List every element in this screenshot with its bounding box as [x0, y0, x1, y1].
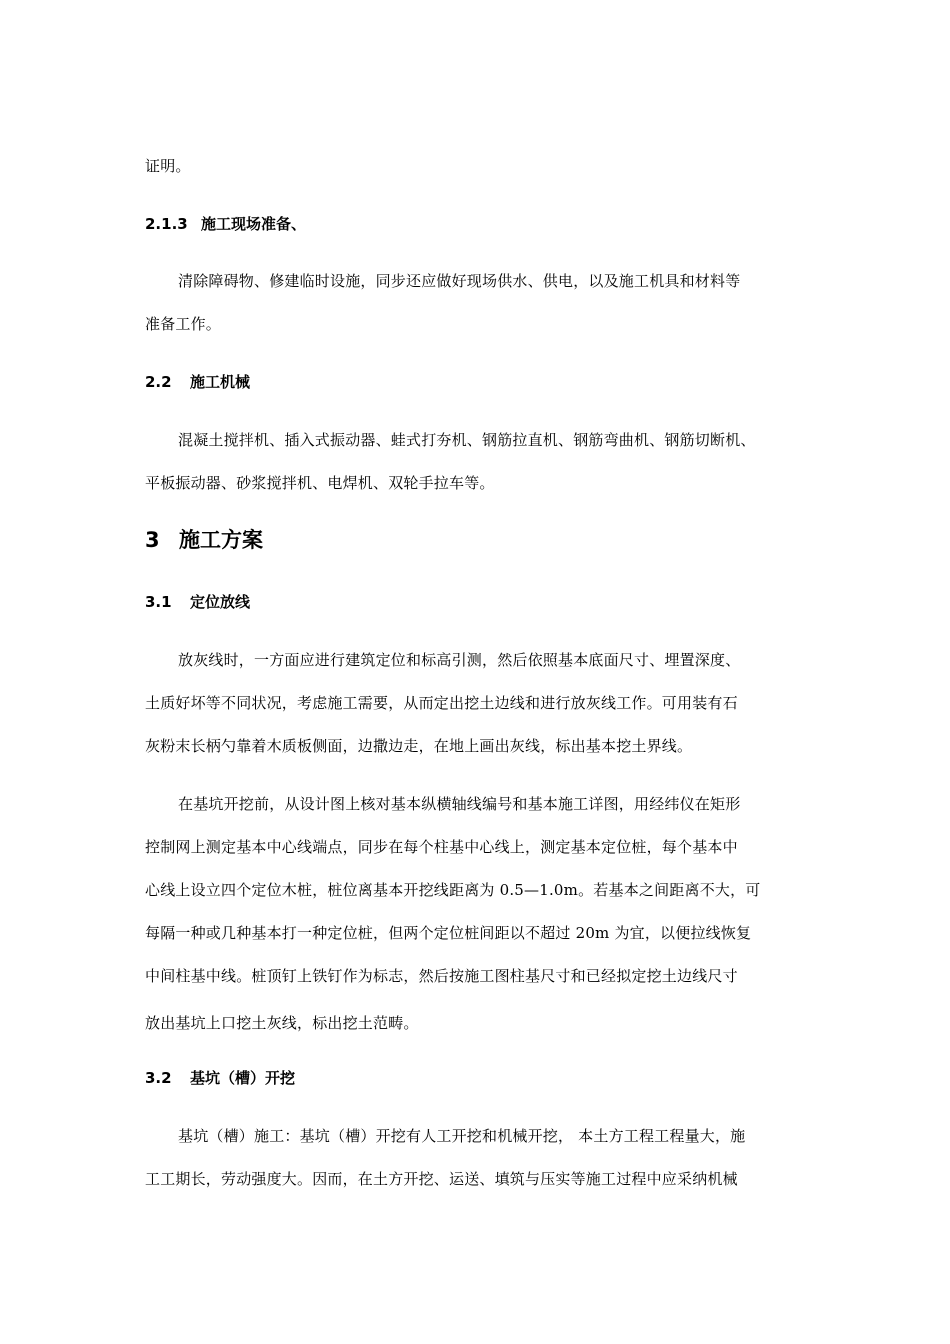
- body-text-line: 工工期长，劳动强度大。因而，在土方开挖、运送、填筑与压实等施工过程中应采纳机械: [145, 1170, 738, 1188]
- section-number: 3.1: [145, 593, 172, 611]
- body-text-line: 放出基坑上口挖土灰线，标出挖土范畴。: [145, 1014, 419, 1032]
- section-heading-2-1-3: [145, 214, 306, 234]
- body-text-line: 放灰线时，一方面应进行建筑定位和标高引测，然后依照基本底面尺寸、埋置深度、: [178, 651, 741, 669]
- section-title: 施工现场准备、: [201, 215, 307, 233]
- chapter-title: 施工方案: [179, 528, 263, 552]
- body-text-line: 灰粉末长柄勺靠着木质板侧面，边撒边走，在地上画出灰线，标出基本挖土界线。: [145, 737, 693, 755]
- section-heading-3-1: [145, 592, 250, 612]
- body-text-line: 清除障碍物、修建临时设施，同步还应做好现场供水、供电，以及施工机具和材料等: [178, 272, 741, 290]
- body-text-line: 土质好坏等不同状况，考虑施工需要，从而定出挖土边线和进行放灰线工作。可用装有石: [145, 694, 738, 712]
- section-heading-2-2: [145, 372, 250, 392]
- section-number: 2.2: [145, 373, 172, 391]
- body-text-line: 心线上设立四个定位木桩，桩位离基本开挖线距离为 0.5—1.0m。若基本之间距离不大，可: [145, 881, 761, 899]
- section-title: 基坑（槽）开挖: [190, 1069, 296, 1087]
- body-text-line: 控制网上测定基本中心线端点，同步在每个柱基中心线上，测定基本定位桩，每个基本中: [145, 838, 738, 856]
- body-text-line: 每隔一种或几种基本打一种定位桩，但两个定位桩间距以不超过 20m 为宜，以便拉线恢复: [145, 924, 752, 942]
- section-heading-3-2: [145, 1068, 295, 1088]
- section-number: 2.1.3: [145, 215, 188, 233]
- body-text-line: 中间柱基中线。桩顶钉上铁钉作为标志，然后按施工图柱基尺寸和已经拟定挖土边线尺寸: [145, 967, 738, 985]
- section-number: 3.2: [145, 1069, 172, 1087]
- body-text-line: 证明。: [145, 157, 191, 175]
- chapter-heading-3: [145, 526, 263, 554]
- body-text-line: 混凝土搅拌机、插入式振动器、蛙式打夯机、钢筋拉直机、钢筋弯曲机、钢筋切断机、: [178, 431, 756, 449]
- chapter-number: 3: [145, 528, 160, 552]
- body-text-line: 准备工作。: [145, 315, 222, 333]
- body-text-line: 平板振动器、砂浆搅拌机、电焊机、双轮手拉车等。: [145, 474, 495, 492]
- body-text-line: 基坑（槽）施工：基坑（槽）开挖有人工开挖和机械开挖， 本土方工程工程量大，施: [178, 1127, 746, 1145]
- body-text-line: 在基坑开挖前，从设计图上核对基本纵横轴线编号和基本施工详图，用经纬仪在矩形: [178, 795, 741, 813]
- section-title: 施工机械: [190, 373, 251, 391]
- section-title: 定位放线: [190, 593, 251, 611]
